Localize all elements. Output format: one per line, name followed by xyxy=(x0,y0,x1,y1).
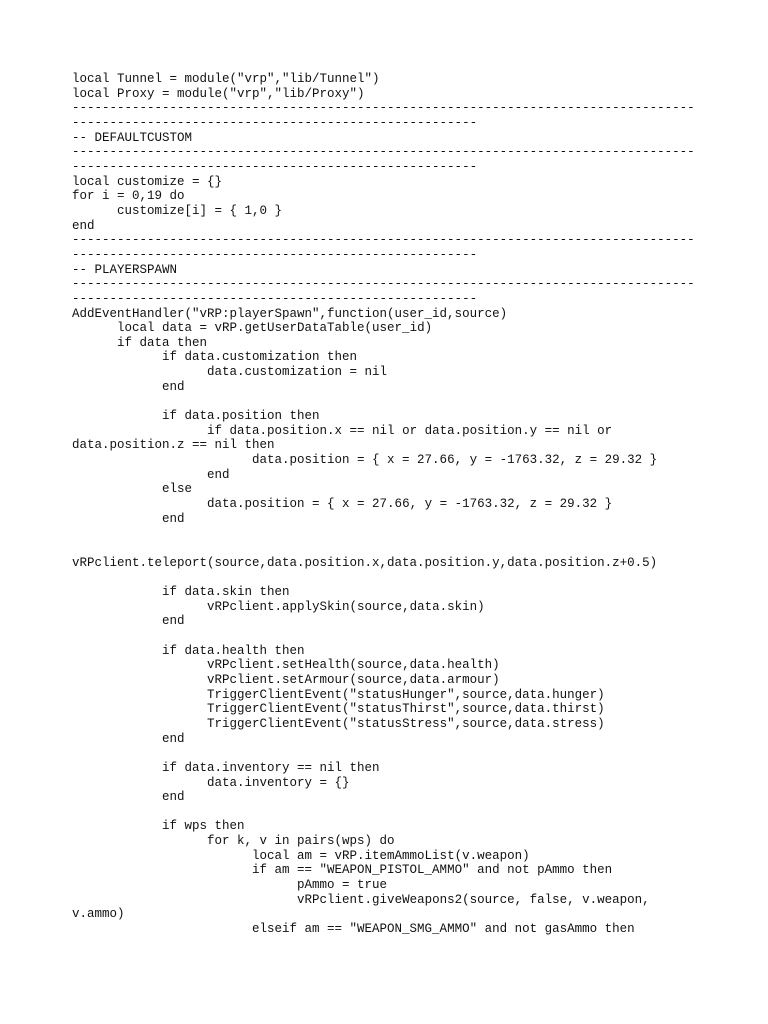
separator-line: ----------------------------------------------------------------------------------- xyxy=(72,277,695,292)
section-comment: -- PLAYERSPAWN xyxy=(72,262,178,277)
code-line: AddEventHandler("vRP:playerSpawn",function(user_id,source) xyxy=(72,306,508,321)
separator-line: ----------------------------------------------------------------------------------- xyxy=(72,101,695,116)
code-line: elseif am == "WEAPON_SMG_AMMO" and not gasAmmo then xyxy=(72,922,635,937)
code-line: local data = vRP.getUserDataTable(user_id) xyxy=(72,321,433,336)
code-line: TriggerClientEvent("statusThirst",source,data.thirst) xyxy=(72,702,605,717)
separator-line: ------------------------------------------------------ xyxy=(72,159,478,174)
code-line-wrapped: v.ammo) xyxy=(72,907,125,922)
code-line: end xyxy=(72,379,185,394)
blank-line xyxy=(72,570,768,585)
section-comment: -- DEFAULTCUSTOM xyxy=(72,130,193,145)
code-line: vRPclient.giveWeapons2(source, false, v.weapon, xyxy=(72,892,650,907)
code-line-wrapped: data.position.z == nil then xyxy=(72,438,275,453)
code-line: pAmmo = true xyxy=(72,878,388,893)
code-line: if data.health then xyxy=(72,643,305,658)
blank-line xyxy=(72,805,768,820)
code-line: TriggerClientEvent("statusStress",source,data.stress) xyxy=(72,716,605,731)
code-line: else xyxy=(72,482,193,497)
code-line: end xyxy=(72,614,185,629)
blank-line xyxy=(72,526,768,541)
separator-line: ------------------------------------------------------ xyxy=(72,291,478,306)
separator-line: ------------------------------------------------------ xyxy=(72,247,478,262)
blank-line xyxy=(72,629,768,644)
code-line: local am = vRP.itemAmmoList(v.weapon) xyxy=(72,848,530,863)
code-line: end xyxy=(72,218,95,233)
code-line: vRPclient.teleport(source,data.position.x,data.position.y,data.position.z+0.5) xyxy=(72,555,658,570)
code-line: vRPclient.applySkin(source,data.skin) xyxy=(72,599,485,614)
code-line: if wps then xyxy=(72,819,245,834)
code-line: if data.position.x == nil or data.position.y == nil or xyxy=(72,423,613,438)
code-line: customize[i] = { 1,0 } xyxy=(72,203,283,218)
blank-line xyxy=(72,541,768,556)
separator-line: ------------------------------------------------------ xyxy=(72,115,478,130)
code-line: if data then xyxy=(72,335,208,350)
blank-line xyxy=(72,746,768,761)
code-line: end xyxy=(72,467,230,482)
code-line: if data.customization then xyxy=(72,350,358,365)
code-line: for i = 0,19 do xyxy=(72,189,185,204)
code-line: local customize = {} xyxy=(72,174,223,189)
code-line: TriggerClientEvent("statusHunger",source,data.hunger) xyxy=(72,687,605,702)
code-line: data.position = { x = 27.66, y = -1763.32, z = 29.32 } xyxy=(72,453,658,468)
code-line: if data.inventory == nil then xyxy=(72,760,380,775)
code-line: end xyxy=(72,511,185,526)
separator-line: ----------------------------------------------------------------------------------- xyxy=(72,233,695,248)
code-line: end xyxy=(72,731,185,746)
separator-line: ----------------------------------------------------------------------------------- xyxy=(72,145,695,160)
code-line: local Tunnel = module("vrp","lib/Tunnel") xyxy=(72,72,380,86)
code-line: local Proxy = module("vrp","lib/Proxy") xyxy=(72,86,365,101)
code-line: data.customization = nil xyxy=(72,365,388,380)
code-line: data.inventory = {} xyxy=(72,775,350,790)
code-line: if am == "WEAPON_PISTOL_AMMO" and not pAmmo then xyxy=(72,863,613,878)
code-line: vRPclient.setArmour(source,data.armour) xyxy=(72,672,500,687)
code-line: if data.skin then xyxy=(72,584,290,599)
code-line: vRPclient.setHealth(source,data.health) xyxy=(72,658,500,673)
code-line: data.position = { x = 27.66, y = -1763.32, z = 29.32 } xyxy=(72,497,613,512)
code-line: if data.position then xyxy=(72,409,320,424)
code-line: for k, v in pairs(wps) do xyxy=(72,834,395,849)
blank-line xyxy=(72,394,768,409)
code-line: end xyxy=(72,790,185,805)
